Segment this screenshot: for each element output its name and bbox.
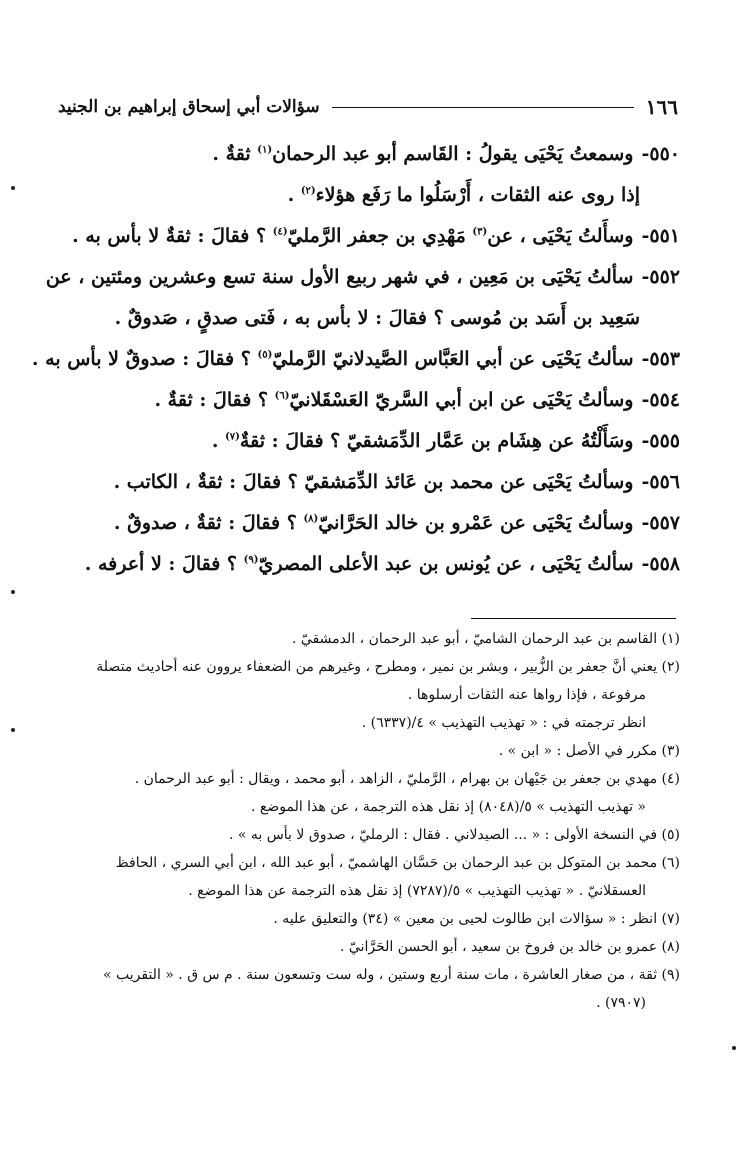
entry-text: سألتُ يَحْيَى ، عن يُونس بن عبد الأعلى المصريّ xyxy=(258,553,634,575)
entry-text: ؟ فقالَ : صدوقٌ لا بأس به . xyxy=(31,348,258,370)
footnote-2-reference: انظر ترجمته في : « تهذيب التهذيب » ٤/(٦٣٣٧) . xyxy=(361,715,646,731)
footnote-3: (٣) مكرر في الأصل : « ابن » . xyxy=(498,743,680,759)
footnote-ref: (٨) xyxy=(303,513,319,525)
main-text xyxy=(31,134,680,585)
scan-speck xyxy=(11,186,15,190)
entry-number: ٥٥١- xyxy=(641,225,680,247)
entry-number: ٥٥٥- xyxy=(641,430,680,452)
footnote-ref: (٢) xyxy=(300,185,316,197)
running-title: سؤالات أبي إسحاق إبراهيم بن الجنيد xyxy=(58,97,320,117)
entry-text: وسمعتُ يَحْيَى يقولُ : القَاسم أبو عبد الرحمان xyxy=(272,143,634,165)
footnote-ref: (٣) xyxy=(472,226,488,238)
entry-text: وسأَلتُ يَحْيَى ، عن xyxy=(487,225,634,247)
footnote-ref: (١) xyxy=(257,144,273,156)
footnote-2-continuation: مرفوعة ، فإذا رواها عنه الثقات أرسلوها . xyxy=(407,687,646,703)
entry-number: ٥٥٤- xyxy=(641,389,680,411)
entry-text: ؟ فقالَ : ثقةٌ . xyxy=(154,389,275,411)
entry-550 xyxy=(58,134,680,175)
entry-number: ٥٥٢- xyxy=(641,266,680,288)
entry-558 xyxy=(58,544,680,585)
header-rule xyxy=(332,107,634,108)
footnote-ref: (٧) xyxy=(225,431,240,443)
entry-text: ؟ فقالَ : ثقةٌ ، صدوقٌ . xyxy=(113,512,304,534)
page-number: ١٦٦ xyxy=(645,95,678,119)
entry-text: سألتُ يَحْيَى بن مَعِين ، في شهر ربيع الأول سنة تسع وعشرين ومئتين ، عن xyxy=(45,266,634,288)
scan-speck xyxy=(11,590,15,594)
entry-number: ٥٥٠- xyxy=(641,143,680,165)
entry-text: وسألتُ يَحْيَى عن ابن أبي السَّريّ العَسْقَلانيّ xyxy=(289,389,634,411)
footnote-4-continuation: « تهذيب التهذيب » ٥/(٨٠٤٨) إذ نقل هذه الترجمة ، عن هذا الموضع . xyxy=(251,799,646,815)
footnotes xyxy=(58,625,680,1017)
entry-text: مَهْدِي بن جعفر الرَّمليّ xyxy=(287,225,473,247)
scan-speck xyxy=(732,1046,736,1050)
entry-555 xyxy=(58,421,680,462)
entry-552-continuation xyxy=(58,298,680,339)
entry-550-continuation xyxy=(58,175,680,216)
footnote-ref: (٦) xyxy=(274,390,290,402)
footnote-ref: (٥) xyxy=(257,349,273,361)
footnote-9: (٩) ثقة ، من صغار العاشرة ، مات سنة أربع وستين ، وله ست وتسعون سنة . م س ق . « التقريب » xyxy=(102,967,680,983)
entry-text: ؟ فقالَ : لا أعرفه . xyxy=(84,553,244,575)
entry-text: ؟ فقالَ : ثقةٌ لا بأس به . xyxy=(72,225,273,247)
entry-552 xyxy=(45,257,680,298)
entry-text: سَعِيد بن أَسَد بن مُوسى ؟ فقالَ : لا بأس به ، فَتى صدقٍ ، صَدوقٌ . xyxy=(114,307,640,329)
footnote-1: (١) القاسم بن عبد الرحمان الشاميّ ، أبو عبد الرحمان ، الدمشقيّ . xyxy=(292,631,680,647)
footnote-separator xyxy=(471,618,676,619)
entry-number: ٥٥٣- xyxy=(641,348,680,370)
footnote-8: (٨) عمرو بن خالد بن فروخ بن سعيد ، أبو الحسن الحَرَّانيّ . xyxy=(340,939,680,955)
entry-text: وسألتُ يَحْيَى عن محمد بن عَائذ الدِّمَشقيّ ؟ فقالَ : ثقةٌ ، الكاتب . xyxy=(113,471,634,493)
entry-556 xyxy=(58,462,680,503)
entry-553 xyxy=(31,339,680,380)
footnote-ref: (٩) xyxy=(243,554,259,566)
footnote-5: (٥) في النسخة الأولى : « ... الصيدلاني . فقال : الرمليّ ، صدوق لا بأس به » . xyxy=(228,827,680,843)
footnote-9-continuation: (٧٩٠٧) . xyxy=(596,995,646,1011)
entry-554 xyxy=(58,380,680,421)
entry-text: وسَأَلْتُهُ عن هِشَام بن عَمَّار الدِّمَشقيّ ؟ فقالَ : ثقةٌ xyxy=(239,430,634,452)
entry-text: . xyxy=(287,184,301,206)
entry-text: وسألتُ يَحْيَى عن عَمْرو بن خالد الحَرَّانيّ xyxy=(318,512,634,534)
scan-speck xyxy=(11,728,15,732)
footnote-6: (٦) محمد بن المتوكل بن عبد الرحمان بن حَسَّان الهاشميّ ، أبو عبد الله ، ابن أبي السري ، الحافظ xyxy=(115,855,680,871)
footnote-ref: (٤) xyxy=(272,226,288,238)
entry-text: ثقةٌ . xyxy=(212,143,258,165)
entry-557 xyxy=(58,503,680,544)
footnote-7: (٧) انظر : « سؤالات ابن طالوت لحيى بن معين » (٣٤) والتعليق عليه . xyxy=(273,911,680,927)
entry-number: ٥٥٨- xyxy=(641,553,680,575)
footnote-2: (٢) يعني أنَّ جعفر بن الزُّبير ، وبشر بن نمير ، ومطرح ، وغيرهم من الضعفاء يروون عنه أحاديث متصلة xyxy=(96,659,680,675)
entry-text: سألتُ يَحْيَى عن أبي العَبَّاس الصَّيدلانيّ الرَّمليّ xyxy=(272,348,634,370)
footnote-6-continuation: العسقلانيّ . « تهذيب التهذيب » ٥/(٧٢٨٧) إذ نقل هذه الترجمة عن هذا الموضع . xyxy=(188,883,646,899)
entry-number: ٥٥٦- xyxy=(641,471,680,493)
footnote-4: (٤) مهدي بن جعفر بن جَيْهان بن بهرام ، الرَّمليّ ، الزاهد ، أبو محمد ، ويقال : أبو عبد الرحمان . xyxy=(134,771,680,787)
entry-text: . xyxy=(211,430,226,452)
entry-number: ٥٥٧- xyxy=(641,512,680,534)
entry-text: إذا روى عنه الثقات ، أَرْسَلُوا ما رَفَع هؤلاء xyxy=(315,184,640,206)
running-header xyxy=(58,94,678,120)
entry-551 xyxy=(58,216,680,257)
